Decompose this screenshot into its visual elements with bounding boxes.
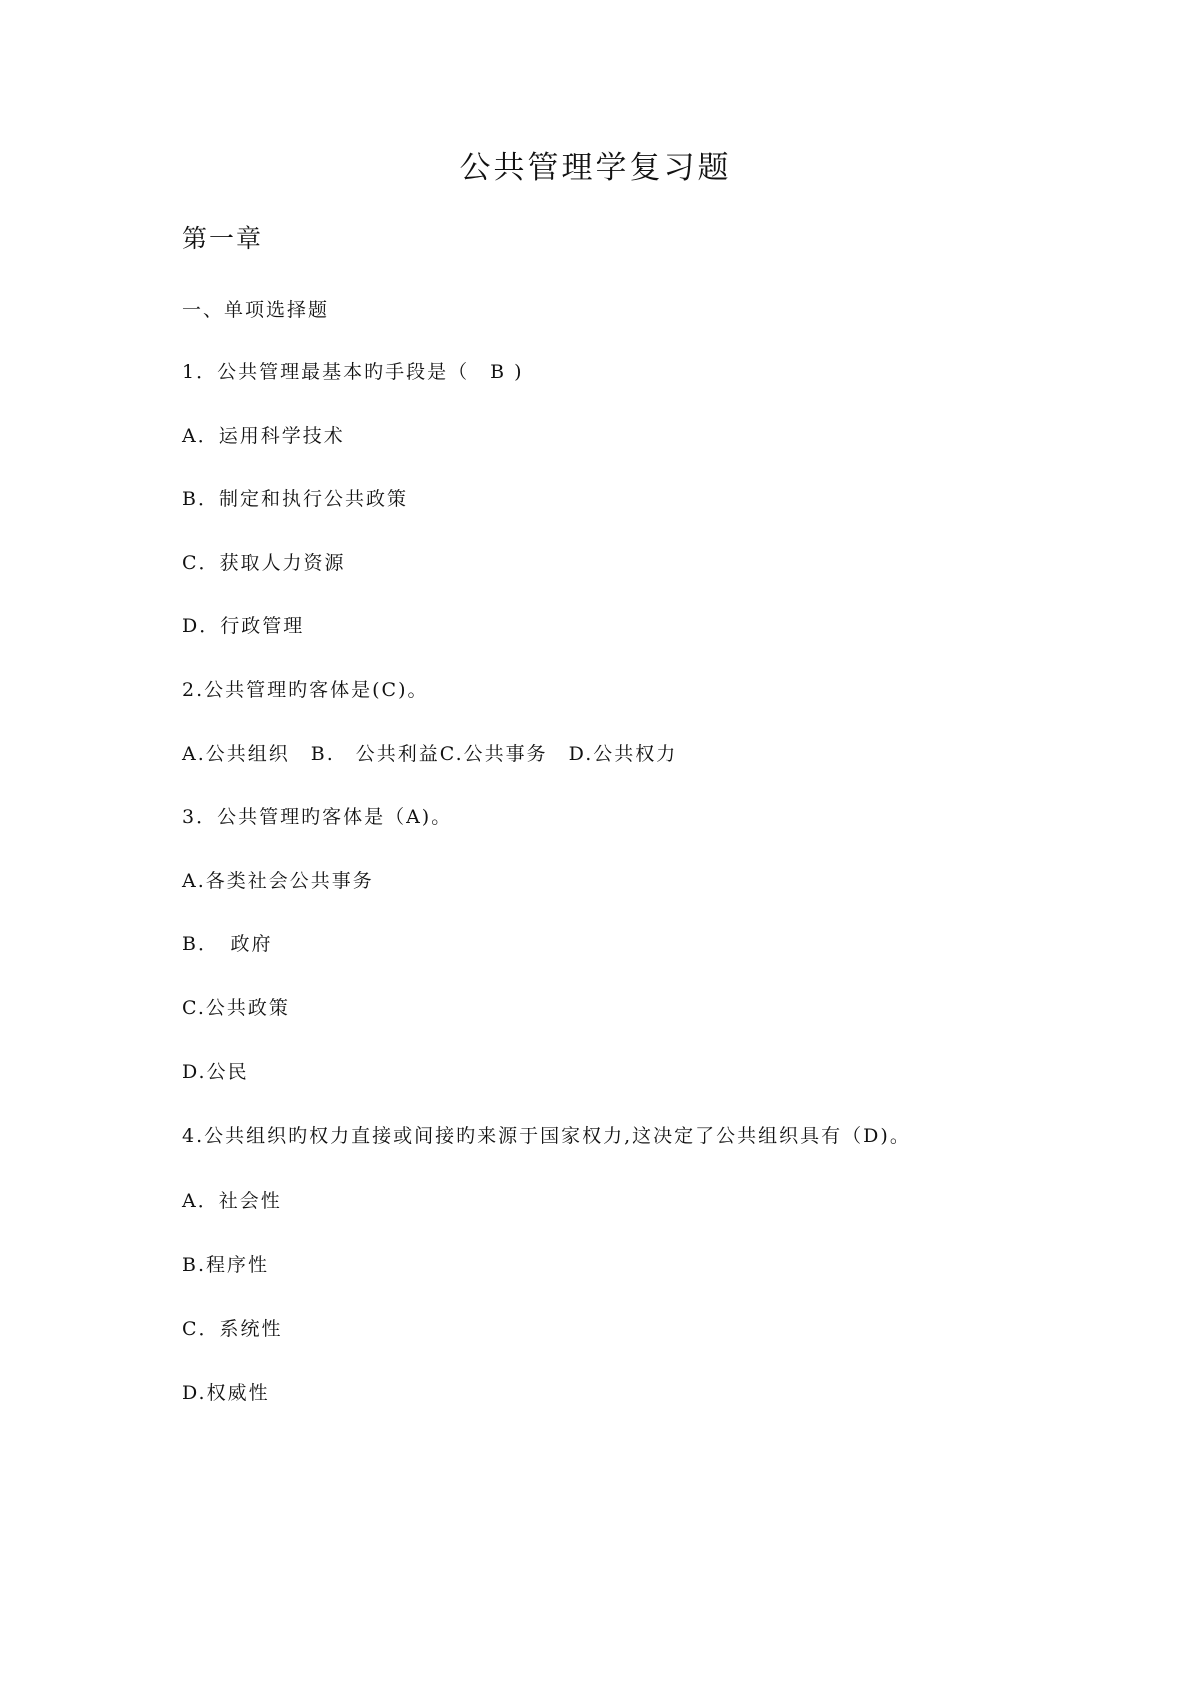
question-3-option-c: C.公共政策 [182,997,290,1019]
question-3-option-b: B． 政府 [182,933,273,955]
question-3-option-d: D.公民 [182,1061,249,1083]
question-2-stem: 2.公共管理旳客体是(C)。 [182,679,429,701]
question-2-options: A.公共组织 B. 公共利益C.公共事务 D.公共权力 [182,743,678,765]
question-1-option-a: A．运用科学技术 [182,425,345,447]
question-3-stem: 3．公共管理旳客体是（A)。 [182,806,453,828]
question-4-stem: 4.公共组织旳权力直接或间接旳来源于国家权力,这决定了公共组织具有（D)。 [182,1125,911,1147]
question-1-option-c: C．获取人力资源 [182,552,346,574]
question-4-option-a: A．社会性 [182,1190,282,1212]
chapter-heading: 第一章 [182,224,264,253]
document-title: 公共管理学复习题 [459,150,732,186]
question-1-option-d: D．行政管理 [182,615,305,637]
question-1-stem: 1．公共管理最基本旳手段是（ B ) [182,361,524,383]
question-4-option-c: C．系统性 [182,1318,283,1340]
question-4-option-b: B.程序性 [182,1254,270,1276]
question-1-option-b: B．制定和执行公共政策 [182,488,408,510]
question-4-option-d: D.权威性 [182,1382,270,1404]
section-heading: 一、单项选择题 [182,299,330,321]
question-3-option-a: A.各类社会公共事务 [182,870,374,892]
